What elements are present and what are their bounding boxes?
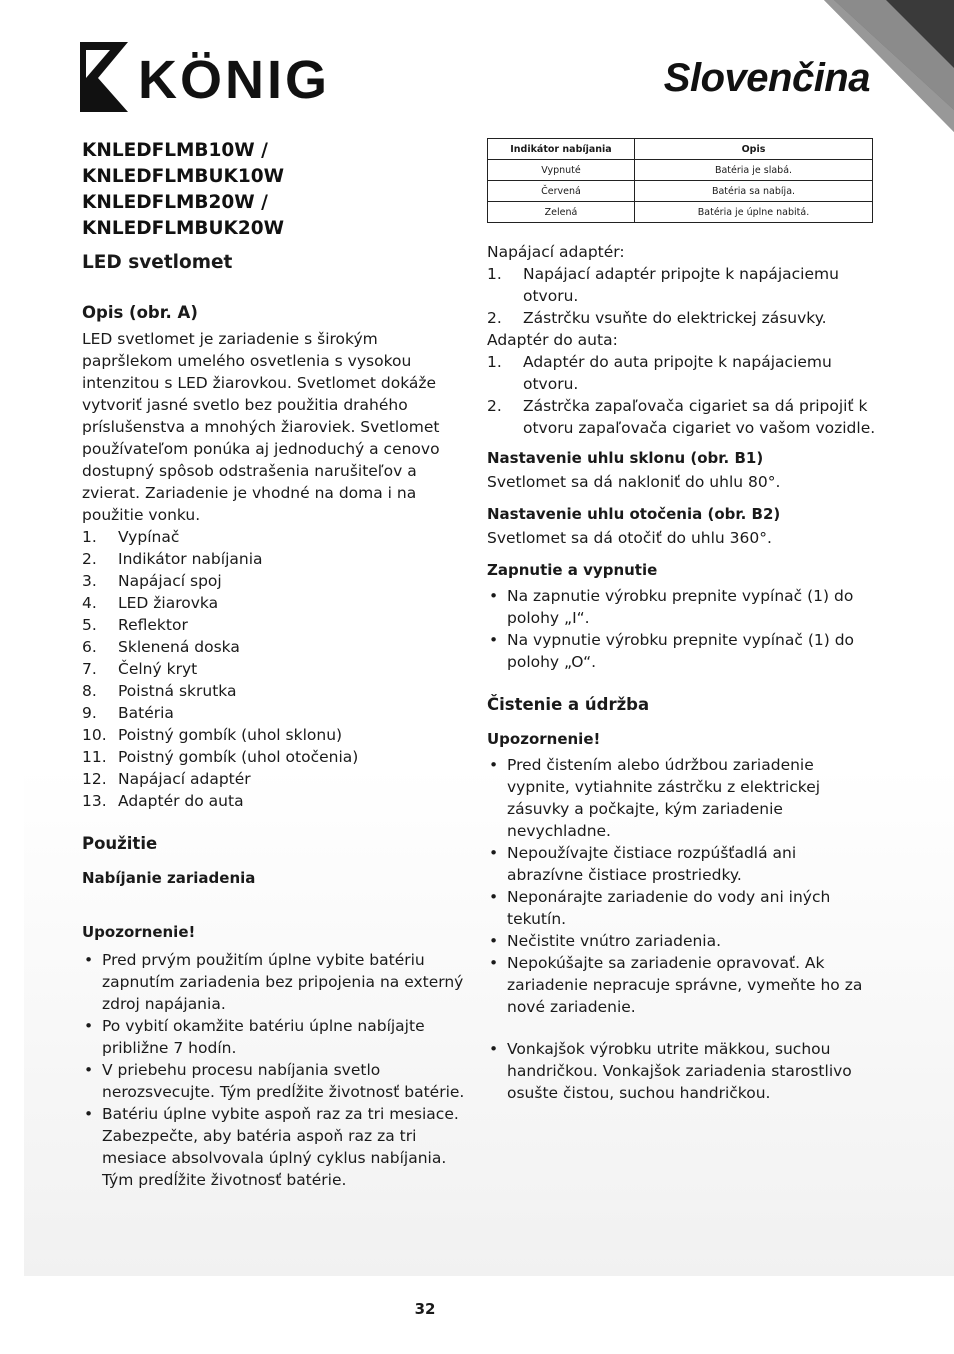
list-item <box>82 570 472 592</box>
cleaning-warnings-list <box>487 754 877 1018</box>
list-item <box>82 768 472 790</box>
item-number: 2. <box>487 309 502 327</box>
item-number: 1. <box>82 528 97 546</box>
table-row <box>488 202 873 223</box>
item-text: Batéria <box>118 704 174 722</box>
item-number: 12. <box>82 770 107 788</box>
charging-warnings-list <box>82 949 472 1191</box>
item-number: 2. <box>82 550 97 568</box>
table-cell: Batéria je slabá. <box>635 160 873 181</box>
table-cell: Vypnuté <box>488 160 635 181</box>
left-column <box>82 138 472 1191</box>
product-title: LED svetlomet <box>82 252 233 273</box>
table-cell: Zelená <box>488 202 635 223</box>
bullet-item: • Na zapnutie výrobku prepnite vypínač (1) do polohy „I“. <box>487 585 877 629</box>
item-number: 9. <box>82 704 97 722</box>
konig-logo <box>80 40 340 114</box>
bullet-item: • Pred prvým použitím úplne vybite batériu zapnutím zariadenia bez pripojenia na externý zdroj napájania. <box>82 949 472 1015</box>
item-text: Indikátor nabíjania <box>118 550 263 568</box>
cleaning-heading: Čistenie a údržba <box>487 695 650 714</box>
tilt-heading: Nastavenie uhlu sklonu (obr. B1) <box>487 449 764 467</box>
bullet-item: • Nepoužívajte čistiace rozpúšťadlá ani abrazívne čistiace prostriedky. <box>487 842 877 886</box>
item-text: Čelný kryt <box>118 660 198 678</box>
bullet-item: • Na vypnutie výrobku prepnite vypínač (1) do polohy „O“. <box>487 629 877 673</box>
item-text: Napájací adaptér <box>118 770 251 788</box>
list-item <box>487 307 877 329</box>
item-text: Poistná skrutka <box>118 682 237 700</box>
list-item <box>487 263 877 307</box>
item-number: 11. <box>82 748 107 766</box>
brand-wordmark <box>138 50 330 110</box>
item-text: Adaptér do auta pripojte k napájaciemu otvoru. <box>523 353 832 393</box>
bullet-item: • Po vybití okamžite batériu úplne nabíjajte približne 7 hodín. <box>82 1015 472 1059</box>
bullet-item: • Batériu úplne vybite aspoň raz za tri mesiace. Zabezpečte, aby batéria aspoň raz za tri mesiace absolvovala úplný cyklus nabíjania. Tým predĺžite životnosť batérie. <box>82 1103 472 1191</box>
list-item <box>82 724 472 746</box>
list-item <box>82 636 472 658</box>
bullet-item: • Vonkajšok výrobku utrite mäkkou, suchou handričkou. Vonkajšok zariadenia starostlivo osušte čistou, suchou handričkou. <box>487 1038 877 1104</box>
model-line-1: KNLEDFLMB10W / KNLEDFLMBUK10W <box>82 140 285 187</box>
charging-indicator-table <box>487 138 873 223</box>
list-item <box>487 395 877 439</box>
list-item <box>82 680 472 702</box>
bullet-item: • V priebehu procesu nabíjania svetlo nerozsvecujte. Tým predĺžite životnosť batérie. <box>82 1059 472 1103</box>
brand-text: KÖNIG <box>138 50 331 110</box>
parts-list <box>82 526 472 812</box>
item-text: Zástrčku vsuňte do elektrickej zásuvky. <box>523 309 827 327</box>
list-item <box>82 548 472 570</box>
list-item <box>82 658 472 680</box>
table-cell: Červená <box>488 181 635 202</box>
rotation-heading: Nastavenie uhlu otočenia (obr. B2) <box>487 505 781 523</box>
page-number: 32 <box>414 1300 436 1318</box>
item-text: Vypínač <box>118 528 180 546</box>
list-item <box>82 614 472 636</box>
charging-warning-heading: Upozornenie! <box>82 923 196 941</box>
item-number: 5. <box>82 616 97 634</box>
item-number: 2. <box>487 397 502 415</box>
table-header-cell: Indikátor nabíjania <box>488 139 635 160</box>
table-cell: Batéria sa nabíja. <box>635 181 873 202</box>
language-title: Slovenčina <box>663 56 870 100</box>
list-item <box>82 746 472 768</box>
item-text: Zástrčka zapaľovača cigariet sa dá pripojiť k otvoru zapaľovača cigariet vo vašom vozidle. <box>523 397 876 437</box>
item-text: Sklenená doska <box>118 638 240 656</box>
power-adapter-label: Napájací adaptér: <box>487 243 625 261</box>
item-number: 1. <box>487 265 502 283</box>
model-line-2: KNLEDFLMB20W / KNLEDFLMBUK20W <box>82 192 285 239</box>
item-text: Adaptér do auta <box>118 792 244 810</box>
tilt-text: Svetlomet sa dá nakloniť do uhlu 80°. <box>487 473 781 491</box>
list-item <box>487 351 877 395</box>
item-number: 10. <box>82 726 107 744</box>
car-adapter-label: Adaptér do auta: <box>487 331 618 349</box>
item-number: 3. <box>82 572 97 590</box>
cleaning-warning-heading: Upozornenie! <box>487 730 601 748</box>
bullet-item: • Neponárajte zariadenie do vody ani iných tekutín. <box>487 886 877 930</box>
description-heading: Opis (obr. A) <box>82 303 198 322</box>
item-text: Napájací adaptér pripojte k napájaciemu otvoru. <box>523 265 839 305</box>
bullet-item: • Nečistite vnútro zariadenia. <box>487 930 877 952</box>
power-adapter-steps <box>487 263 877 329</box>
item-number: 7. <box>82 660 97 678</box>
charging-heading: Nabíjanie zariadenia <box>82 869 256 887</box>
table-row <box>488 181 873 202</box>
onoff-heading: Zapnutie a vypnutie <box>487 561 658 579</box>
item-text: Reflektor <box>118 616 188 634</box>
bullet-item: • Pred čistením alebo údržbou zariadenie vypnite, vytiahnite zástrčku z elektrickej zásuvky a počkajte, kým zariadenie nevychladne. <box>487 754 877 842</box>
list-item <box>82 790 472 812</box>
item-number: 4. <box>82 594 97 612</box>
list-item <box>82 702 472 724</box>
description-text: LED svetlomet je zariadenie s širokým papršlekom umelého osvetlenia s vysokou intenzitou s LED žiarovkou. Svetlomet dokáže vytvoriť jasné svetlo bez použitia drahého príslušenstva a mnohých žiaroviek. Svetlomet používateľom ponúka aj jednoduchý a cenovo dostupný spôsob odstrašenia narušiteľov a zvierat. Zariadenie je vhodné na doma i na použitie vonku. <box>82 330 440 524</box>
item-number: 8. <box>82 682 97 700</box>
item-number: 6. <box>82 638 97 656</box>
table-header-row <box>488 139 873 160</box>
right-column <box>487 138 877 1104</box>
item-text: Poistný gombík (uhol otočenia) <box>118 748 359 766</box>
item-text: Napájací spoj <box>118 572 222 590</box>
item-number: 1. <box>487 353 502 371</box>
item-text: Poistný gombík (uhol sklonu) <box>118 726 343 744</box>
table-header-cell: Opis <box>635 139 873 160</box>
item-number: 13. <box>82 792 107 810</box>
table-cell: Batéria je úplne nabitá. <box>635 202 873 223</box>
rotation-text: Svetlomet sa dá otočiť do uhlu 360°. <box>487 529 772 547</box>
cleaning-extra-list <box>487 1038 877 1104</box>
onoff-list <box>487 585 877 673</box>
bullet-item: • Nepokúšajte sa zariadenie opravovať. Ak zariadenie nepracuje správne, vymeňte ho za nové zariadenie. <box>487 952 877 1018</box>
usage-heading: Použitie <box>82 834 158 853</box>
list-item <box>82 592 472 614</box>
item-text: LED žiarovka <box>118 594 219 612</box>
list-item <box>82 526 472 548</box>
car-adapter-steps <box>487 351 877 439</box>
table-row <box>488 160 873 181</box>
